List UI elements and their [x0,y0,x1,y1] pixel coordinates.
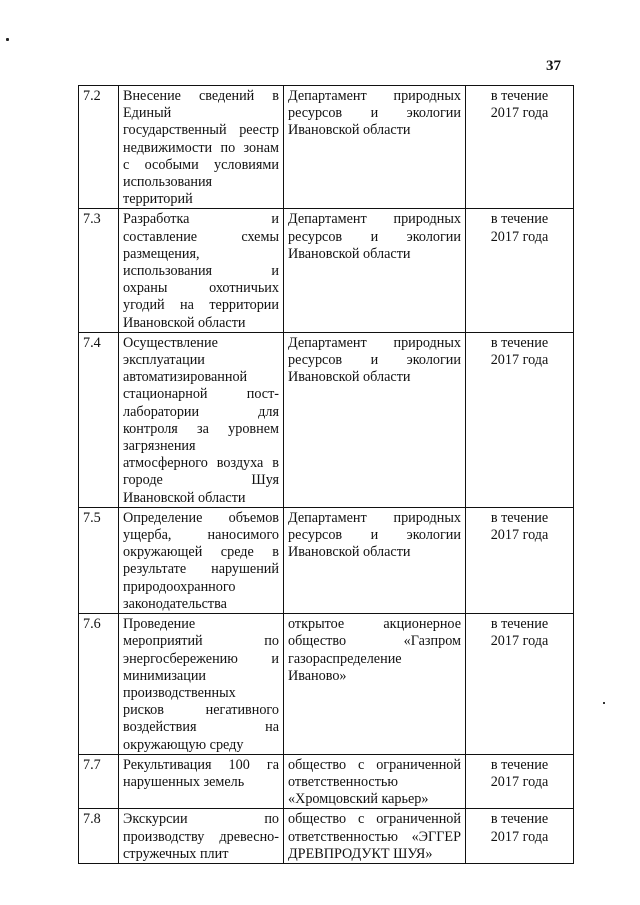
term-cell-line: в течение [490,211,549,228]
activity-cell-line: городе Шуя [123,472,279,489]
term-cell-line: 2017 года [490,828,549,845]
table-row [79,809,574,864]
activity-cell-line: использования [123,174,213,191]
activity-cell-line: законодательства [123,595,227,612]
activity-cell-line: охраны охотничьих [123,280,279,297]
activity-cell-line: государственный реестр [123,122,279,139]
term-cell-line: 2017 года [490,633,549,650]
activity-cell-line: природоохранного [123,578,236,595]
term-cell-line: 2017 года [490,527,549,544]
executor-cell-line: ресурсов и экологии [288,352,461,369]
activity-cell-line: размещения, [123,245,200,262]
term-cell [466,614,574,755]
activity-cell-line: Осуществление [123,334,218,351]
executor-cell-line: ДРЕВПРОДУКТ ШУЯ» [288,845,433,862]
term-cell-line: в течение [490,756,549,773]
term-cell [466,754,574,809]
activity-cell-line: Экскурсии по [123,811,279,828]
term-cell [466,209,574,332]
page-number: 37 [546,58,561,74]
executor-cell-line: ответственностью «ЭГГЕР [288,828,461,845]
executor-cell [284,86,466,209]
activity-cell-line: автоматизированной [123,369,248,386]
executor-cell-line: общество с ограниченной [288,811,461,828]
activity-cell-line: составление схемы [123,228,279,245]
term-cell-line: в течение [490,88,549,104]
activity-cell-line: окружающей среде в [123,544,279,561]
activity-cell-line: минимизации [123,667,207,684]
row-number: 7.5 [79,507,119,613]
activity-cell-line: Ивановской области [123,489,246,506]
term-cell-line: 2017 года [490,773,549,790]
row-number: 7.8 [79,809,119,864]
table-row [79,332,574,507]
row-number: 7.7 [79,754,119,809]
executor-cell [284,809,466,864]
activity-cell-line: угодий на территории [123,297,279,314]
activity-cell-line: результате нарушений [123,561,279,578]
executor-cell-line: общество «Газпром [288,633,461,650]
row-number: 7.3 [79,209,119,332]
executor-cell-line: Департамент природных [288,211,461,228]
executor-cell-line: открытое акционерное [288,616,461,633]
activity-cell-line: Проведение [123,616,196,633]
activity-cell-line: нарушенных земель [123,773,245,790]
activity-cell-line: Внесение сведений в [123,88,279,104]
table-body [79,86,574,864]
executor-cell [284,507,466,613]
term-cell [466,809,574,864]
activity-cell-line: недвижимости по зонам [123,139,279,156]
term-cell-line: в течение [490,811,549,828]
activity-cell-line: воздействия на [123,719,279,736]
term-cell-line: в течение [490,334,549,351]
scan-speck [6,38,9,41]
executor-cell [284,614,466,755]
term-cell [466,86,574,209]
activity-cell [119,209,284,332]
term-cell-line: 2017 года [490,352,549,369]
activity-cell-line: рисков негативного [123,702,279,719]
activity-cell [119,507,284,613]
executor-cell-line: ресурсов и экологии [288,228,461,245]
activity-cell-line: энергосбережению и [123,650,279,667]
activity-cell-line: контроля за уровнем [123,420,279,437]
executor-cell-line: Ивановской области [288,122,411,139]
table-row [79,614,574,755]
term-cell-line: 2017 года [490,105,549,122]
row-number: 7.6 [79,614,119,755]
executor-cell-line: ресурсов и экологии [288,527,461,544]
term-cell [466,507,574,613]
activity-cell-line: производственных [123,684,236,701]
activity-cell-line: эксплуатации [123,352,205,369]
executor-cell-line: Ивановской области [288,369,411,386]
activity-cell-line: загрязнения [123,438,196,455]
term-cell [466,332,574,507]
activity-cell-line: Разработка и [123,211,279,228]
executor-cell-line: Департамент природных [288,509,461,526]
table-row [79,507,574,613]
activity-cell-line: лаборатории для [123,403,279,420]
activity-cell-line: окружающую среду [123,736,244,753]
row-number: 7.4 [79,332,119,507]
activity-cell-line: Ивановской области [123,314,246,331]
table-row [79,86,574,209]
activity-cell-line: атмосферного воздуха в [123,455,279,472]
executor-cell [284,754,466,809]
activity-cell-line: стационарной пост- [123,386,279,403]
executor-cell-line: Ивановской области [288,245,411,262]
activity-cell-line: ущерба, наносимого [123,527,279,544]
table-row [79,209,574,332]
activity-cell-line: стружечных плит [123,845,229,862]
activity-cell [119,332,284,507]
activity-cell-line: территорий [123,191,193,208]
term-cell-line: 2017 года [490,228,549,245]
activity-cell-line: производству древесно- [123,828,279,845]
executor-cell-line: Иваново» [288,667,347,684]
activity-cell-line: Рекультивация 100 га [123,756,279,773]
executor-cell-line: Департамент природных [288,334,461,351]
activity-cell [119,809,284,864]
executor-cell [284,209,466,332]
term-cell-line: в течение [490,616,549,633]
activity-cell-line: с особыми условиями [123,156,279,173]
term-cell-line: в течение [490,509,549,526]
executor-cell-line: Департамент природных [288,88,461,104]
row-number: 7.2 [79,86,119,209]
executor-cell-line: Ивановской области [288,544,411,561]
executor-cell-line: газораспределение [288,650,402,667]
activity-cell [119,754,284,809]
executor-cell-line: ресурсов и экологии [288,105,461,122]
executor-cell [284,332,466,507]
activity-cell [119,614,284,755]
activity-cell-line: мероприятий по [123,633,279,650]
executor-cell-line: «Хромцовский карьер» [288,791,429,808]
activity-cell-line: Единый [123,105,172,122]
scan-speck [603,702,605,704]
executor-cell-line: общество с ограниченной [288,756,461,773]
measures-table [78,85,574,864]
activity-cell-line: Определение объемов [123,509,279,526]
activity-cell-line: использования и [123,263,279,280]
activity-cell [119,86,284,209]
table-row [79,754,574,809]
executor-cell-line: ответственностью [288,773,399,790]
